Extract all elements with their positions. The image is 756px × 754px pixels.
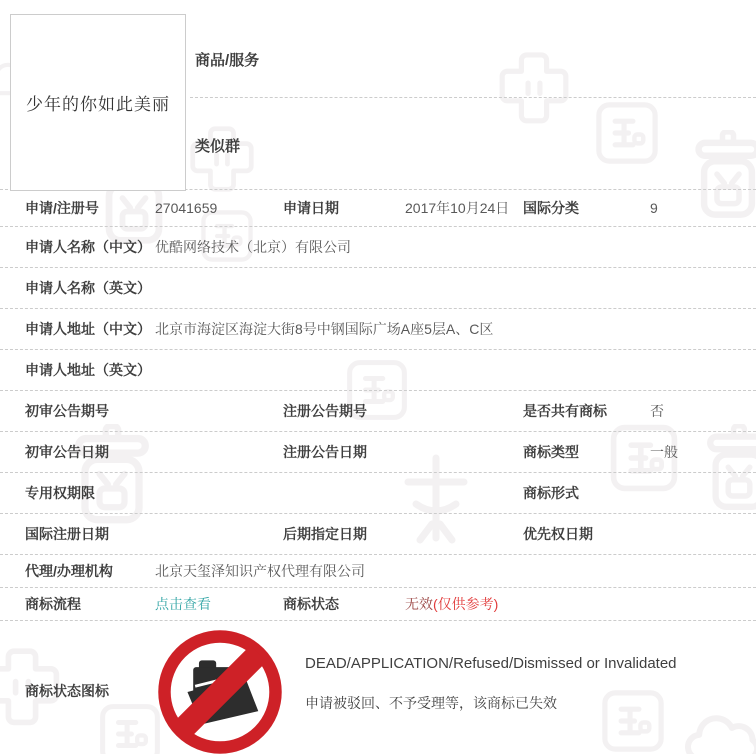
status-reference-note: (仅供参考) — [433, 596, 499, 612]
similar-group-label: 类似群 — [195, 138, 241, 155]
reg-pub-date-label: 注册公告日期 — [283, 444, 367, 460]
agency-label: 代理/办理机构 — [25, 563, 113, 579]
tm-type-value: 一般 — [650, 444, 678, 460]
intl-reg-date-label: 国际注册日期 — [25, 526, 109, 542]
process-label: 商标流程 — [25, 596, 81, 612]
trademark-header — [0, 0, 756, 190]
status-dead-line-cn: 申请被驳回、不予受理等，该商标已失效 — [305, 695, 557, 711]
intl-class-label: 国际分类 — [523, 200, 579, 216]
tm-type-label: 商标类型 — [523, 444, 579, 460]
app-date-label: 申请日期 — [283, 200, 339, 216]
header-divider — [190, 97, 756, 98]
row-agency — [0, 555, 756, 588]
address-cn-value: 北京市海淀区海淀大街8号中钢国际广场A座5层A、C区 — [155, 321, 494, 337]
prohibition-folder-icon — [153, 625, 287, 754]
is-shared-value: 否 — [650, 403, 664, 419]
row-applicant-en — [0, 268, 756, 309]
applicant-en-label: 申请人名称（英文） — [25, 280, 151, 296]
row-publication-numbers — [0, 391, 756, 432]
row-applicant-cn — [0, 227, 756, 268]
trademark-image-box — [10, 14, 186, 191]
row-process-status — [0, 588, 756, 621]
prelim-pub-no-label: 初审公告期号 — [25, 403, 109, 419]
goods-services-label: 商品/服务 — [195, 52, 260, 69]
intl-class-value: 9 — [650, 200, 658, 216]
reg-number-label: 申请/注册号 — [25, 200, 99, 216]
applicant-cn-label: 申请人名称（中文） — [25, 239, 151, 255]
row-intl-dates — [0, 514, 756, 555]
status-icon-label: 商标状态图标 — [25, 683, 109, 699]
applicant-cn-value: 优酷网络技术（北京）有限公司 — [155, 239, 351, 255]
reg-number-value: 27041659 — [155, 200, 218, 216]
tm-form-label: 商标形式 — [523, 485, 579, 501]
status-label: 商标状态 — [283, 596, 339, 612]
is-shared-label: 是否共有商标 — [523, 403, 607, 419]
priority-date-label: 优先权日期 — [523, 526, 593, 542]
app-date-value: 2017年10月24日 — [405, 200, 510, 216]
prelim-pub-date-label: 初审公告日期 — [25, 444, 109, 460]
row-address-en — [0, 350, 756, 391]
trademark-name: 少年的你如此美丽 — [26, 95, 170, 115]
process-view-link[interactable]: 点击查看 — [155, 596, 211, 612]
agency-value: 北京天玺泽知识产权代理有限公司 — [155, 563, 365, 579]
row-exclusive-period — [0, 473, 756, 514]
row-publication-dates — [0, 432, 756, 473]
reg-pub-no-label: 注册公告期号 — [283, 403, 367, 419]
address-en-label: 申请人地址（英文） — [25, 362, 151, 378]
late-designation-date-label: 后期指定日期 — [283, 526, 367, 542]
row-status-icon — [0, 621, 756, 754]
address-cn-label: 申请人地址（中文） — [25, 321, 151, 337]
status-invalid-value: 无效 — [405, 596, 433, 612]
row-reg-number — [0, 190, 756, 227]
status-dead-line-en: DEAD/APPLICATION/Refused/Dismissed or Invalidated — [305, 655, 677, 672]
exclusive-period-label: 专用权期限 — [25, 485, 95, 501]
row-address-cn — [0, 309, 756, 350]
